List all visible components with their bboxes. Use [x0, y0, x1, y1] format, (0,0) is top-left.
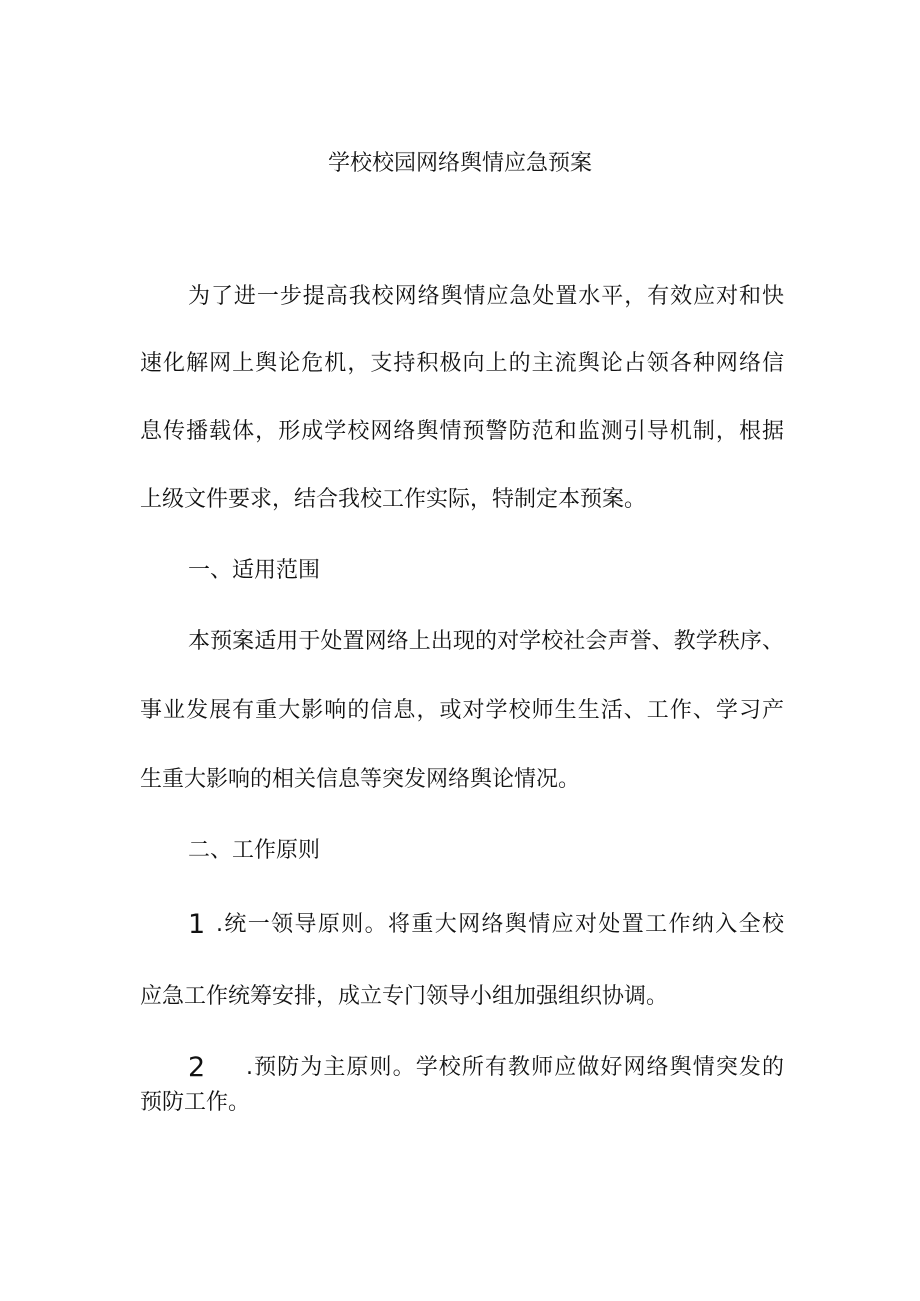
- principle-number: 2: [188, 1052, 206, 1083]
- principle-2-line-2: 预防工作。: [140, 1090, 251, 1115]
- principle-1-line-2: 应急工作统筹安排，成立专门领导小组加强组织协调。: [140, 984, 669, 1009]
- principle-2-line-1: [188, 1053, 784, 1083]
- principle-number: 1: [188, 909, 206, 940]
- intro-line-4: 上级文件要求，结合我校工作实际，特制定本预案。: [140, 487, 647, 512]
- intro-line-1: 为了进一步提高我校网络舆情应急处置水平，有效应对和快: [188, 284, 784, 309]
- scope-line-3: 生重大影响的相关信息等突发网络舆论情况。: [140, 767, 581, 792]
- principle-text: .统一领导原则。将重大网络舆情应对处置工作纳入全校: [216, 912, 784, 937]
- principle-1-line-1: [188, 910, 784, 940]
- document-title: 学校校园网络舆情应急预案: [327, 151, 592, 176]
- scope-line-1: 本预案适用于处置网络上出现的对学校社会声誉、教学秩序、: [188, 629, 784, 654]
- intro-line-3: 息传播载体，形成学校网络舆情预警防范和监测引导机制，根据: [140, 419, 784, 444]
- principle-text: .预防为主原则。学校所有教师应做好网络舆情突发的: [246, 1055, 784, 1080]
- scope-line-2: 事业发展有重大影响的信息，或对学校师生生活、工作、学习产: [140, 698, 784, 723]
- section-heading-scope: 一、适用范围: [188, 558, 321, 583]
- intro-line-2: 速化解网上舆论危机，支持积极向上的主流舆论占领各种网络信: [140, 351, 784, 376]
- section-heading-principles: 二、工作原则: [188, 838, 321, 863]
